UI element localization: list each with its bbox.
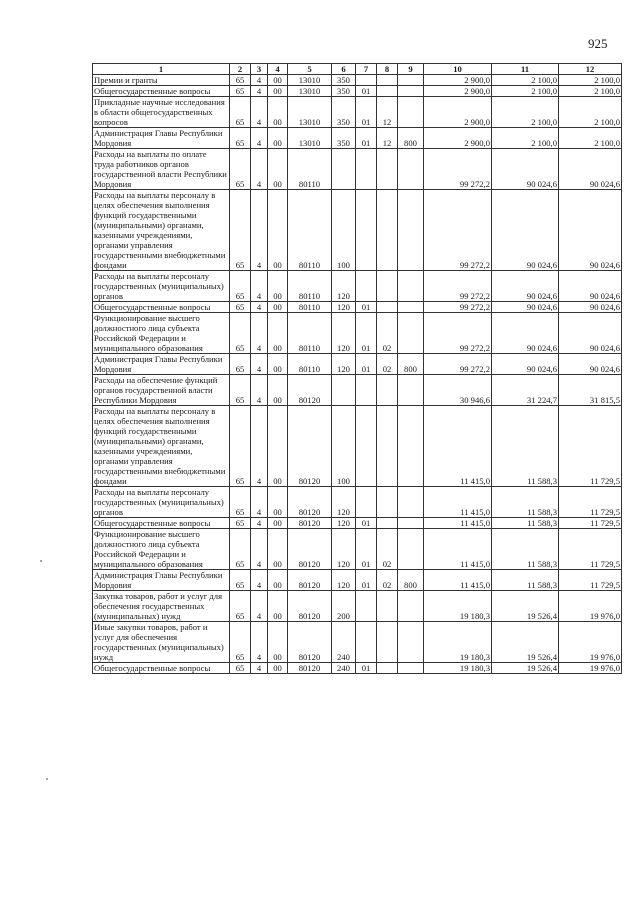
- cell-amount: 90 024,6: [559, 313, 622, 354]
- cell-code: 02: [377, 313, 398, 354]
- cell-code: [398, 622, 424, 663]
- cell-name: Премии и гранты: [93, 75, 230, 86]
- cell-code: 80110: [288, 271, 332, 302]
- table-row: [93, 591, 622, 622]
- cell-code: 65: [230, 663, 251, 674]
- cell-code: 00: [268, 518, 288, 529]
- cell-code: 80110: [288, 313, 332, 354]
- table-row: [93, 271, 622, 302]
- cell-code: 200: [332, 591, 356, 622]
- column-header: 1: [93, 64, 230, 75]
- cell-amount: 11 729,5: [559, 529, 622, 570]
- cell-amount: 90 024,6: [559, 302, 622, 313]
- cell-amount: 19 976,0: [559, 591, 622, 622]
- cell-amount: 11 729,5: [559, 518, 622, 529]
- cell-code: 02: [377, 529, 398, 570]
- cell-code: 12: [377, 97, 398, 128]
- column-header: 3: [251, 64, 268, 75]
- cell-name: Общегосударственные вопросы: [93, 518, 230, 529]
- cell-code: 65: [230, 518, 251, 529]
- cell-amount: 99 272,2: [424, 354, 492, 375]
- cell-amount: 11 415,0: [424, 570, 492, 591]
- cell-code: [398, 271, 424, 302]
- table-row: [93, 518, 622, 529]
- cell-code: 13010: [288, 86, 332, 97]
- cell-code: 4: [251, 487, 268, 518]
- cell-amount: 90 024,6: [492, 190, 559, 271]
- cell-code: [377, 302, 398, 313]
- cell-amount: 11 415,0: [424, 529, 492, 570]
- cell-code: 240: [332, 663, 356, 674]
- cell-name: Администрация Главы Республики Мордовия: [93, 354, 230, 375]
- cell-code: 65: [230, 354, 251, 375]
- cell-amount: 19 976,0: [559, 622, 622, 663]
- cell-code: 65: [230, 591, 251, 622]
- cell-code: 350: [332, 75, 356, 86]
- cell-code: [377, 375, 398, 406]
- cell-name: Иные закупки товаров, работ и услуг для обеспечения государственных (муниципальных) нужд: [93, 622, 230, 663]
- cell-amount: 19 976,0: [559, 663, 622, 674]
- cell-amount: 90 024,6: [492, 149, 559, 190]
- cell-code: 00: [268, 663, 288, 674]
- cell-code: 800: [398, 570, 424, 591]
- column-header: 11: [492, 64, 559, 75]
- cell-amount: 2 100,0: [492, 75, 559, 86]
- cell-code: 01: [356, 529, 377, 570]
- cell-code: 120: [332, 529, 356, 570]
- cell-amount: 90 024,6: [492, 302, 559, 313]
- cell-code: [377, 622, 398, 663]
- cell-code: 65: [230, 622, 251, 663]
- cell-amount: 19 526,4: [492, 663, 559, 674]
- cell-amount: 19 526,4: [492, 622, 559, 663]
- cell-code: 00: [268, 302, 288, 313]
- cell-name: Расходы на выплаты по оплате труда работников органов государственной власти Республики Мордовия: [93, 149, 230, 190]
- cell-code: 4: [251, 406, 268, 487]
- cell-code: 80120: [288, 487, 332, 518]
- column-header: 2: [230, 64, 251, 75]
- cell-amount: 2 100,0: [492, 86, 559, 97]
- cell-code: 00: [268, 622, 288, 663]
- cell-code: 120: [332, 487, 356, 518]
- cell-amount: 11 415,0: [424, 406, 492, 487]
- cell-code: [398, 190, 424, 271]
- cell-code: [377, 190, 398, 271]
- cell-code: 4: [251, 529, 268, 570]
- cell-code: [377, 406, 398, 487]
- cell-code: [398, 86, 424, 97]
- cell-name: Прикладные научные исследования в области общегосударственных вопросов: [93, 97, 230, 128]
- cell-code: [398, 591, 424, 622]
- cell-amount: 90 024,6: [492, 313, 559, 354]
- cell-code: 350: [332, 128, 356, 149]
- cell-amount: 11 415,0: [424, 518, 492, 529]
- cell-amount: 2 100,0: [492, 97, 559, 128]
- cell-name: Общегосударственные вопросы: [93, 86, 230, 97]
- cell-amount: 11 588,3: [492, 406, 559, 487]
- cell-name: Функционирование высшего должностного лица субъекта Российской Федерации и муниципального образования: [93, 313, 230, 354]
- cell-amount: 11 588,3: [492, 529, 559, 570]
- cell-code: 00: [268, 97, 288, 128]
- cell-code: 00: [268, 75, 288, 86]
- scan-speck: [46, 778, 48, 780]
- cell-amount: 2 900,0: [424, 75, 492, 86]
- cell-code: [377, 518, 398, 529]
- cell-code: 65: [230, 128, 251, 149]
- cell-code: 01: [356, 302, 377, 313]
- cell-code: 100: [332, 190, 356, 271]
- table-row: [93, 487, 622, 518]
- cell-amount: 2 100,0: [559, 128, 622, 149]
- cell-code: 00: [268, 271, 288, 302]
- cell-amount: 99 272,2: [424, 271, 492, 302]
- cell-amount: 11 729,5: [559, 570, 622, 591]
- cell-code: 65: [230, 97, 251, 128]
- cell-code: 80110: [288, 302, 332, 313]
- cell-code: 120: [332, 313, 356, 354]
- cell-code: 4: [251, 86, 268, 97]
- cell-code: [398, 313, 424, 354]
- cell-amount: 19 526,4: [492, 591, 559, 622]
- cell-code: [332, 149, 356, 190]
- cell-code: 00: [268, 128, 288, 149]
- column-header: 6: [332, 64, 356, 75]
- table-row: [93, 302, 622, 313]
- cell-amount: 2 100,0: [559, 86, 622, 97]
- cell-code: 02: [377, 570, 398, 591]
- cell-code: [356, 622, 377, 663]
- cell-amount: 11 588,3: [492, 570, 559, 591]
- cell-amount: 99 272,2: [424, 313, 492, 354]
- cell-code: 02: [377, 354, 398, 375]
- cell-amount: 90 024,6: [492, 354, 559, 375]
- cell-code: 80120: [288, 663, 332, 674]
- table-row: [93, 375, 622, 406]
- cell-code: 65: [230, 271, 251, 302]
- table-row: [93, 406, 622, 487]
- table-row: [93, 97, 622, 128]
- cell-code: [377, 591, 398, 622]
- cell-amount: 11 588,3: [492, 487, 559, 518]
- cell-code: 80120: [288, 622, 332, 663]
- cell-code: [398, 302, 424, 313]
- cell-code: 00: [268, 406, 288, 487]
- cell-code: 01: [356, 570, 377, 591]
- cell-code: 4: [251, 75, 268, 86]
- cell-code: [398, 149, 424, 190]
- cell-code: 65: [230, 406, 251, 487]
- cell-code: 65: [230, 86, 251, 97]
- cell-code: 65: [230, 487, 251, 518]
- cell-code: [377, 487, 398, 518]
- cell-name: Расходы на выплаты персоналу в целях обеспечения выполнения функций государственными (муниципальными) органами, казенными учреждениями, органами управления государственными внебюджетными фондами: [93, 190, 230, 271]
- cell-code: 01: [356, 663, 377, 674]
- table-row: [93, 529, 622, 570]
- column-header: 4: [268, 64, 288, 75]
- cell-amount: 11 415,0: [424, 487, 492, 518]
- table-row: [93, 354, 622, 375]
- cell-code: 800: [398, 128, 424, 149]
- cell-code: 65: [230, 75, 251, 86]
- cell-code: 4: [251, 354, 268, 375]
- cell-amount: 2 900,0: [424, 86, 492, 97]
- cell-code: 4: [251, 375, 268, 406]
- cell-code: 80110: [288, 149, 332, 190]
- column-header: 12: [559, 64, 622, 75]
- cell-code: 00: [268, 313, 288, 354]
- cell-name: Расходы на выплаты персоналу государственных (муниципальных) органов: [93, 271, 230, 302]
- cell-code: 13010: [288, 128, 332, 149]
- cell-code: 80110: [288, 354, 332, 375]
- cell-code: 4: [251, 663, 268, 674]
- cell-code: 4: [251, 271, 268, 302]
- cell-code: 01: [356, 97, 377, 128]
- table-row: [93, 128, 622, 149]
- cell-code: 4: [251, 302, 268, 313]
- cell-code: 00: [268, 354, 288, 375]
- column-header: 5: [288, 64, 332, 75]
- cell-code: 80120: [288, 406, 332, 487]
- cell-code: 00: [268, 190, 288, 271]
- cell-amount: 2 100,0: [492, 128, 559, 149]
- cell-amount: 90 024,6: [559, 149, 622, 190]
- cell-code: 4: [251, 622, 268, 663]
- cell-amount: 11 729,5: [559, 487, 622, 518]
- cell-code: 00: [268, 529, 288, 570]
- cell-code: [398, 375, 424, 406]
- cell-code: 01: [356, 86, 377, 97]
- cell-amount: 90 024,6: [559, 190, 622, 271]
- cell-code: 100: [332, 406, 356, 487]
- cell-amount: 31 224,7: [492, 375, 559, 406]
- column-header: 7: [356, 64, 377, 75]
- column-header: 10: [424, 64, 492, 75]
- cell-code: 120: [332, 570, 356, 591]
- cell-amount: 2 100,0: [559, 97, 622, 128]
- cell-code: [398, 487, 424, 518]
- cell-code: [356, 271, 377, 302]
- cell-code: 4: [251, 570, 268, 591]
- cell-code: 80120: [288, 591, 332, 622]
- cell-code: 80120: [288, 529, 332, 570]
- cell-code: [356, 406, 377, 487]
- cell-code: 65: [230, 302, 251, 313]
- cell-code: 00: [268, 487, 288, 518]
- cell-amount: 31 815,5: [559, 375, 622, 406]
- cell-code: 01: [356, 518, 377, 529]
- table-row: [93, 86, 622, 97]
- cell-code: 00: [268, 149, 288, 190]
- cell-code: 13010: [288, 75, 332, 86]
- cell-amount: 19 180,3: [424, 663, 492, 674]
- cell-code: 13010: [288, 97, 332, 128]
- cell-code: 80120: [288, 518, 332, 529]
- page-number: 925: [588, 36, 608, 51]
- cell-code: 01: [356, 313, 377, 354]
- cell-code: 65: [230, 149, 251, 190]
- cell-code: 65: [230, 190, 251, 271]
- cell-amount: 19 180,3: [424, 591, 492, 622]
- cell-name: Расходы на обеспечение функций органов государственной власти Республики Мордовия: [93, 375, 230, 406]
- table-row: [93, 622, 622, 663]
- cell-code: 00: [268, 375, 288, 406]
- cell-code: 4: [251, 313, 268, 354]
- cell-code: [377, 86, 398, 97]
- cell-code: [398, 529, 424, 570]
- cell-amount: 11 729,5: [559, 406, 622, 487]
- header-row: [93, 64, 622, 75]
- cell-code: 65: [230, 313, 251, 354]
- cell-code: [398, 97, 424, 128]
- cell-name: Администрация Главы Республики Мордовия: [93, 128, 230, 149]
- cell-amount: 90 024,6: [559, 271, 622, 302]
- cell-amount: 30 946,6: [424, 375, 492, 406]
- cell-code: 01: [356, 128, 377, 149]
- cell-code: 4: [251, 190, 268, 271]
- table-body: [93, 75, 622, 674]
- cell-code: 4: [251, 97, 268, 128]
- budget-table: [92, 63, 622, 674]
- table-row: [93, 149, 622, 190]
- cell-name: Расходы на выплаты персоналу государственных (муниципальных) органов: [93, 487, 230, 518]
- cell-amount: 99 272,2: [424, 302, 492, 313]
- cell-code: 80120: [288, 570, 332, 591]
- cell-code: 80110: [288, 190, 332, 271]
- cell-code: 120: [332, 302, 356, 313]
- cell-code: [398, 518, 424, 529]
- cell-amount: 2 900,0: [424, 128, 492, 149]
- cell-amount: 11 588,3: [492, 518, 559, 529]
- cell-code: 120: [332, 354, 356, 375]
- cell-code: 00: [268, 570, 288, 591]
- cell-code: [377, 75, 398, 86]
- cell-code: 120: [332, 271, 356, 302]
- cell-amount: 19 180,3: [424, 622, 492, 663]
- cell-amount: 2 100,0: [559, 75, 622, 86]
- cell-code: 00: [268, 86, 288, 97]
- table-row: [93, 190, 622, 271]
- cell-code: 4: [251, 149, 268, 190]
- cell-code: 00: [268, 591, 288, 622]
- table-row: [93, 75, 622, 86]
- cell-code: 240: [332, 622, 356, 663]
- cell-code: 12: [377, 128, 398, 149]
- cell-amount: 2 900,0: [424, 97, 492, 128]
- cell-code: [356, 375, 377, 406]
- cell-amount: 99 272,2: [424, 190, 492, 271]
- table-row: [93, 313, 622, 354]
- cell-code: 4: [251, 591, 268, 622]
- table-row: [93, 663, 622, 674]
- table-row: [93, 570, 622, 591]
- scan-speck: [40, 560, 42, 562]
- cell-code: 800: [398, 354, 424, 375]
- cell-code: [377, 271, 398, 302]
- cell-code: 65: [230, 529, 251, 570]
- cell-code: [356, 75, 377, 86]
- cell-code: [398, 663, 424, 674]
- cell-amount: 99 272,2: [424, 149, 492, 190]
- cell-code: 65: [230, 570, 251, 591]
- cell-code: [398, 406, 424, 487]
- cell-name: Общегосударственные вопросы: [93, 302, 230, 313]
- cell-name: Функционирование высшего должностного лица субъекта Российской Федерации и муниципального образования: [93, 529, 230, 570]
- cell-name: Расходы на выплаты персоналу в целях обеспечения выполнения функций государственными (муниципальными) органами, казенными учреждениями, органами управления государственными внебюджетными фондами: [93, 406, 230, 487]
- cell-name: Администрация Главы Республики Мордовия: [93, 570, 230, 591]
- cell-code: 80120: [288, 375, 332, 406]
- cell-code: 350: [332, 86, 356, 97]
- cell-code: [377, 149, 398, 190]
- cell-code: [398, 75, 424, 86]
- cell-code: 120: [332, 518, 356, 529]
- column-header: 8: [377, 64, 398, 75]
- cell-code: 01: [356, 354, 377, 375]
- cell-amount: 90 024,6: [492, 271, 559, 302]
- cell-code: [356, 487, 377, 518]
- cell-code: [356, 591, 377, 622]
- cell-code: [332, 375, 356, 406]
- cell-code: [356, 190, 377, 271]
- column-header: 9: [398, 64, 424, 75]
- cell-code: [377, 663, 398, 674]
- cell-name: Закупка товаров, работ и услуг для обеспечения государственных (муниципальных) нужд: [93, 591, 230, 622]
- cell-code: 350: [332, 97, 356, 128]
- cell-name: Общегосударственные вопросы: [93, 663, 230, 674]
- cell-code: 65: [230, 375, 251, 406]
- cell-code: [356, 149, 377, 190]
- cell-code: 4: [251, 128, 268, 149]
- cell-amount: 90 024,6: [559, 354, 622, 375]
- cell-code: 4: [251, 518, 268, 529]
